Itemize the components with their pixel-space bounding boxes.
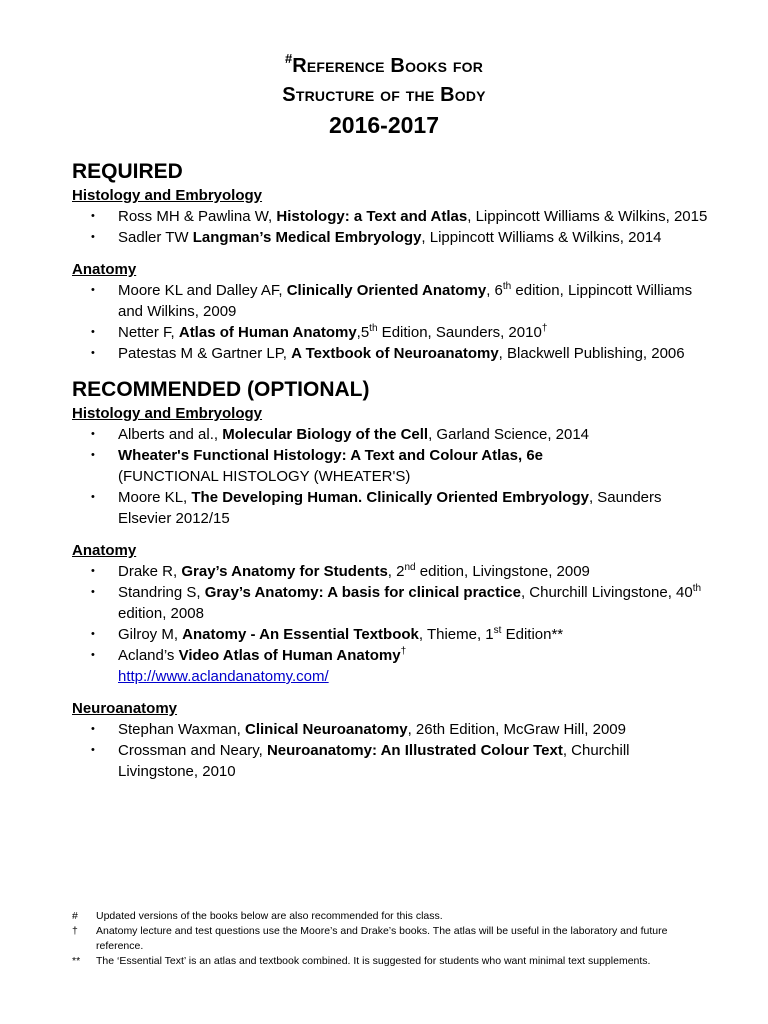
book-title: Langman’s Medical Embryology	[192, 229, 422, 246]
acland-link[interactable]: http://www.aclandanatomy.com/	[118, 668, 329, 685]
book-item: • Sadler TW Langman’s Medical Embryology, Lippincott Williams & Wilkins, 2014	[118, 227, 712, 248]
dagger-mark: †	[541, 323, 548, 334]
book-title: Clinical Neuroanatomy	[245, 721, 408, 738]
book-item: • Stephan Waxman, Clinical Neuroanatomy, 26th Edition, McGraw Hill, 2009	[118, 719, 712, 740]
footnote-mark: **	[72, 955, 81, 967]
footnote-text: Anatomy lecture and test questions use the Moore’s and Drake’s books. The atlas will be useful in the laboratory and future reference.	[96, 925, 668, 952]
book-title: Clinically Oriented Anatomy	[286, 282, 487, 299]
book-item: • Moore KL, The Developing Human. Clinically Oriented Embryology, Saunders Elsevier 2012/15	[118, 487, 712, 529]
book-item: • Patestas M & Gartner LP, A Textbook of Neuroanatomy, Blackwell Publishing, 2006	[118, 343, 712, 364]
required-histology-heading: Histology and Embryology	[72, 187, 263, 204]
recommended-anatomy-list	[72, 561, 712, 687]
recommended-heading: RECOMMENDED (OPTIONAL)	[72, 378, 370, 401]
recommended-neuro-heading: Neuroanatomy	[72, 700, 178, 717]
title-year: 2016-2017	[329, 112, 439, 138]
book-title: Histology: a Text and Atlas	[276, 208, 468, 225]
footnote-mark: #	[72, 910, 78, 922]
book-list	[72, 158, 712, 782]
footnote-text: Updated versions of the books below are also recommended for this class.	[96, 910, 443, 922]
book-item: • Drake R, Gray’s Anatomy for Students, 2nd edition, Livingstone, 2009	[118, 561, 712, 582]
recommended-neuro-list	[72, 719, 712, 782]
book-title: Neuroanatomy: An Illustrated Colour Text	[266, 742, 563, 759]
recommended-anatomy-heading: Anatomy	[72, 542, 137, 559]
title-line-2: Structure of the Body	[282, 84, 486, 106]
recommended-histology-list	[72, 424, 712, 529]
footnote-text: The ‘Essential Text’ is an atlas and textbook combined. It is suggested for students who want minimal text supplements.	[96, 955, 651, 967]
dagger-mark: †	[400, 646, 407, 657]
footnotes	[72, 909, 692, 969]
required-anatomy-heading: Anatomy	[72, 261, 137, 278]
footnote	[72, 954, 692, 969]
book-title: Atlas of Human Anatomy	[178, 324, 357, 341]
book-title: A Textbook of Neuroanatomy	[291, 345, 499, 362]
book-item: • Crossman and Neary, Neuroanatomy: An Illustrated Colour Text, Churchill Livingstone, 2010	[118, 740, 712, 782]
footnote	[72, 924, 692, 954]
book-title: Gray’s Anatomy: A basis for clinical practice	[204, 584, 521, 601]
book-title: Molecular Biology of the Cell	[222, 426, 429, 443]
book-item: • Ross MH & Pawlina W, Histology: a Text and Atlas, Lippincott Williams & Wilkins, 2015	[118, 206, 712, 227]
footnote-mark: †	[72, 925, 78, 937]
required-heading: REQUIRED	[72, 160, 183, 183]
title-line-1: #Reference Books for	[284, 51, 484, 77]
book-title: Video Atlas of Human Anatomy	[178, 647, 401, 664]
book-title: The Developing Human. Clinically Oriented Embryology	[191, 489, 589, 506]
book-title: Gray’s Anatomy for Students	[181, 563, 388, 580]
required-histology-list	[72, 206, 712, 248]
book-item: • Netter F, Atlas of Human Anatomy,5th Edition, Saunders, 2010†	[118, 322, 712, 343]
recommended-histology-heading: Histology and Embryology	[72, 405, 263, 422]
book-item: • Moore KL and Dalley AF, Clinically Oriented Anatomy, 6th edition, Lippincott Williams and Wilkins, 2009	[118, 280, 712, 322]
document-title	[0, 44, 768, 140]
book-item: • Acland’s Video Atlas of Human Anatomy† http://www.aclandanatomy.com/	[118, 645, 712, 687]
book-item: • Standring S, Gray’s Anatomy: A basis for clinical practice, Churchill Livingstone, 40th edition, 2008	[118, 582, 712, 624]
required-anatomy-list	[72, 280, 712, 364]
book-item: • Gilroy M, Anatomy - An Essential Textbook, Thieme, 1st Edition**	[118, 624, 712, 645]
book-item: • Alberts and al., Molecular Biology of the Cell, Garland Science, 2014	[118, 424, 712, 445]
book-title: Wheater's Functional Histology: A Text and Colour Atlas, 6e	[118, 447, 544, 464]
title-footnote-mark: #	[284, 51, 293, 66]
book-title: Anatomy - An Essential Textbook	[182, 626, 419, 643]
book-item: • Wheater's Functional Histology: A Text and Colour Atlas, 6e (FUNCTIONAL HISTOLOGY (WHEATER'S)	[118, 445, 712, 487]
footnote	[72, 909, 692, 924]
